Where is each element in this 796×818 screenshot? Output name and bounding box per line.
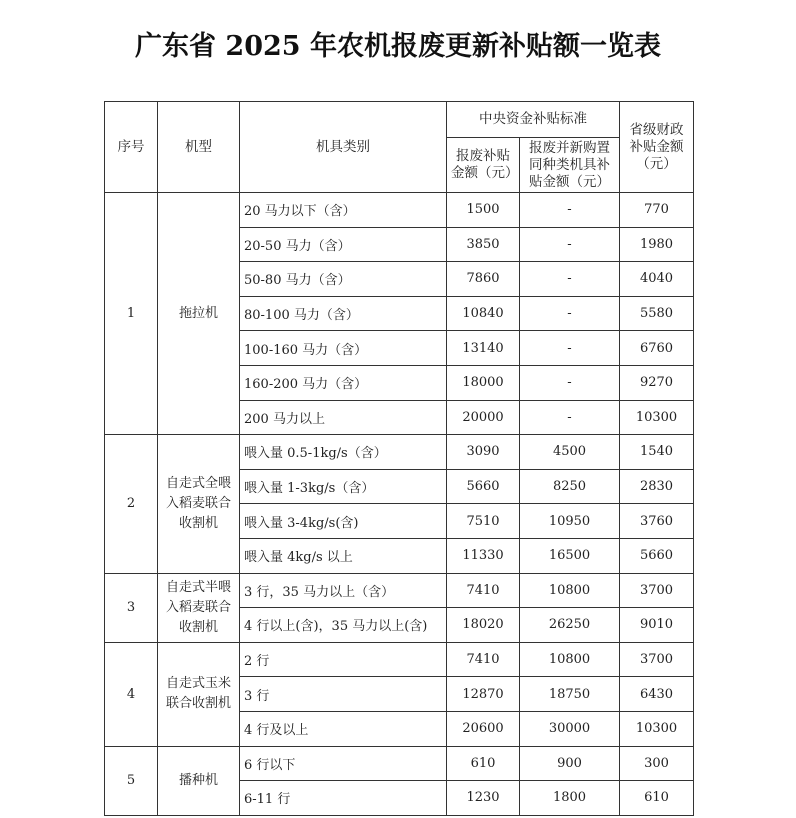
machine-model: 自走式半喂入稻麦联合收割机 [158,573,240,642]
row-index: 4 [105,642,158,746]
scrap-new-subsidy-value: 26250 [520,608,620,643]
provincial-subsidy-value: 10300 [620,711,694,746]
machine-category: 20 马力以下（含） [240,193,447,228]
scrap-subsidy-value: 18000 [447,365,520,400]
provincial-subsidy-value: 610 [620,781,694,816]
table-row [105,746,694,781]
provincial-subsidy-value: 5660 [620,538,694,573]
provincial-subsidy-value: 2830 [620,469,694,504]
scrap-new-subsidy-value: - [520,400,620,435]
machine-category: 80-100 马力（含） [240,296,447,331]
machine-category: 喂入量 1-3kg/s（含） [240,469,447,504]
scrap-subsidy-value: 1500 [447,193,520,228]
machine-category: 4 行及以上 [240,711,447,746]
scrap-new-subsidy-value: 4500 [520,435,620,470]
table-row [105,573,694,608]
scrap-new-subsidy-value: 10800 [520,573,620,608]
provincial-subsidy-value: 300 [620,746,694,781]
machine-category: 50-80 马力（含） [240,262,447,297]
machine-category: 喂入量 3-4kg/s(含) [240,504,447,539]
scrap-new-subsidy-value: 30000 [520,711,620,746]
machine-category: 6 行以下 [240,746,447,781]
provincial-subsidy-value: 5580 [620,296,694,331]
machine-category: 160-200 马力（含） [240,365,447,400]
scrap-subsidy-value: 18020 [447,608,520,643]
scrap-new-subsidy-value: 1800 [520,781,620,816]
row-index: 5 [105,746,158,815]
header-model: 机型 [158,102,240,193]
provincial-subsidy-value: 3700 [620,573,694,608]
header-index: 序号 [105,102,158,193]
header-provincial: 省级财政补贴金额（元） [620,102,694,193]
machine-model: 拖拉机 [158,193,240,435]
scrap-new-subsidy-value: - [520,193,620,228]
provincial-subsidy-value: 4040 [620,262,694,297]
scrap-subsidy-value: 3090 [447,435,520,470]
scrap-new-subsidy-value: 8250 [520,469,620,504]
machine-category: 2 行 [240,642,447,677]
machine-category: 喂入量 0.5-1kg/s（含） [240,435,447,470]
row-index: 2 [105,435,158,573]
scrap-subsidy-value: 5660 [447,469,520,504]
machine-category: 3 行 [240,677,447,712]
row-index: 3 [105,573,158,642]
table-body [105,193,694,816]
scrap-subsidy-value: 13140 [447,331,520,366]
header-category: 机具类别 [240,102,447,193]
scrap-subsidy-value: 11330 [447,538,520,573]
scrap-subsidy-value: 610 [447,746,520,781]
header-scrap-new-subsidy: 报废并新购置同种类机具补贴金额（元） [520,138,620,193]
scrap-subsidy-value: 7510 [447,504,520,539]
machine-category: 3 行，35 马力以上（含） [240,573,447,608]
scrap-new-subsidy-value: - [520,331,620,366]
page-title: 广东省 2025 年农机报废更新补贴额一览表 [135,31,661,62]
scrap-subsidy-value: 20000 [447,400,520,435]
scrap-new-subsidy-value: 10800 [520,642,620,677]
scrap-new-subsidy-value: 900 [520,746,620,781]
header-scrap-subsidy: 报废补贴金额（元） [447,138,520,193]
provincial-subsidy-value: 1980 [620,227,694,262]
machine-model: 自走式全喂入稻麦联合收割机 [158,435,240,573]
scrap-subsidy-value: 12870 [447,677,520,712]
machine-category: 200 马力以上 [240,400,447,435]
header-central-standard: 中央资金补贴标准 [447,102,620,138]
machine-category: 喂入量 4kg/s 以上 [240,538,447,573]
provincial-subsidy-value: 9010 [620,608,694,643]
provincial-subsidy-value: 9270 [620,365,694,400]
provincial-subsidy-value: 6760 [620,331,694,366]
table-row [105,642,694,677]
machine-category: 100-160 马力（含） [240,331,447,366]
scrap-new-subsidy-value: 10950 [520,504,620,539]
scrap-new-subsidy-value: 18750 [520,677,620,712]
subsidy-table [104,101,694,816]
provincial-subsidy-value: 10300 [620,400,694,435]
provincial-subsidy-value: 3760 [620,504,694,539]
machine-model: 自走式玉米联合收割机 [158,642,240,746]
scrap-new-subsidy-value: - [520,365,620,400]
machine-category: 4 行以上(含)，35 马力以上(含) [240,608,447,643]
provincial-subsidy-value: 1540 [620,435,694,470]
provincial-subsidy-value: 770 [620,193,694,228]
scrap-new-subsidy-value: - [520,296,620,331]
machine-category: 6-11 行 [240,781,447,816]
scrap-subsidy-value: 20600 [447,711,520,746]
scrap-subsidy-value: 10840 [447,296,520,331]
scrap-subsidy-value: 7410 [447,573,520,608]
provincial-subsidy-value: 3700 [620,642,694,677]
row-index: 1 [105,193,158,435]
scrap-subsidy-value: 7410 [447,642,520,677]
scrap-new-subsidy-value: - [520,227,620,262]
scrap-subsidy-value: 7860 [447,262,520,297]
table-row [105,435,694,470]
machine-model: 播种机 [158,746,240,815]
machine-category: 20-50 马力（含） [240,227,447,262]
scrap-new-subsidy-value: 16500 [520,538,620,573]
scrap-subsidy-value: 1230 [447,781,520,816]
provincial-subsidy-value: 6430 [620,677,694,712]
scrap-new-subsidy-value: - [520,262,620,297]
scrap-subsidy-value: 3850 [447,227,520,262]
table-row [105,193,694,228]
